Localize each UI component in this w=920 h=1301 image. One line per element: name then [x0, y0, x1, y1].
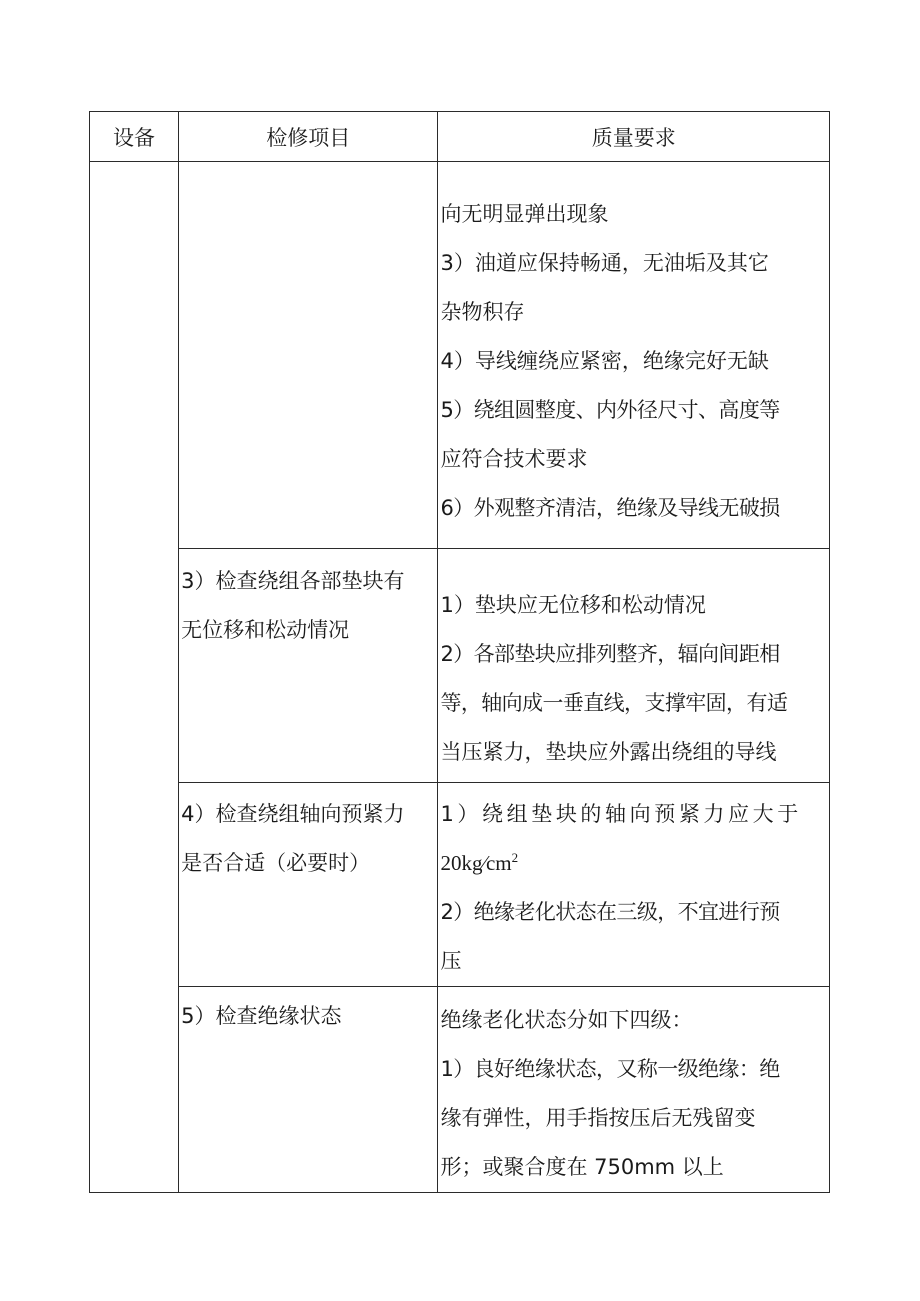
equipment-cell	[90, 162, 179, 1193]
table-row	[90, 162, 830, 549]
table-row	[90, 987, 830, 1193]
requirement-line: 4）导线缠绕应紧密，绝缘完好无缺	[440, 349, 769, 373]
requirement-cell	[438, 162, 830, 549]
requirement-line: 等，轴向成一垂直线，支撑牢固，有适	[440, 691, 788, 715]
requirement-line: 2）各部垫块应排列整齐，辐向间距相	[440, 642, 780, 666]
item-cell	[179, 162, 438, 549]
maintenance-table	[89, 111, 830, 1193]
requirement-line: 缘有弹性，用手指按压后无残留变	[440, 1106, 756, 1130]
requirement-line: 杂物积存	[440, 300, 525, 324]
requirement-line: 5）绕组圆整度、内外径尺寸、高度等	[440, 398, 780, 422]
header-equipment: 设备	[90, 112, 179, 162]
unit-value: 20kg⁄cm	[440, 851, 512, 875]
requirement-line: 形；或聚合度在 750mm 以上	[440, 1155, 724, 1179]
table-row	[90, 783, 830, 987]
requirement-line: 压	[440, 949, 462, 973]
item-line: 4）检查绕组轴向预紧力	[181, 802, 405, 826]
requirement-line: 向无明显弹出现象	[440, 202, 609, 226]
table-row	[90, 549, 830, 783]
requirement-cell	[438, 549, 830, 783]
table-header-row	[90, 112, 830, 162]
requirement-line: 绝缘老化状态分如下四级：	[440, 1008, 693, 1032]
item-line: 3）检查绕组各部垫块有	[181, 569, 405, 593]
requirement-line: 当压紧力，垫块应外露出绕组的导线	[440, 740, 777, 764]
requirement-line: 6）外观整齐清洁，绝缘及导线无破损	[440, 496, 780, 520]
header-maintenance-item: 检修项目	[179, 112, 438, 162]
requirement-line: 1）绕组垫块的轴向预紧力应大于	[440, 802, 802, 826]
header-quality-requirement: 质量要求	[438, 112, 830, 162]
item-cell	[179, 549, 438, 783]
item-line: 5）检查绝缘状态	[181, 1004, 342, 1028]
unit-superscript: 2	[511, 850, 519, 865]
item-cell	[179, 987, 438, 1193]
requirement-line: 1）垫块应无位移和松动情况	[440, 593, 706, 617]
requirement-cell	[438, 987, 830, 1193]
requirement-line: 3）油道应保持畅通，无油垢及其它	[440, 251, 769, 275]
requirement-line: 2）绝缘老化状态在三级，不宜进行预	[440, 900, 780, 924]
item-line: 是否合适（必要时）	[181, 851, 371, 875]
item-line: 无位移和松动情况	[181, 618, 350, 642]
requirement-line: 1）良好绝缘状态，又称一级绝缘：绝	[440, 1057, 780, 1081]
requirement-line: 应符合技术要求	[440, 447, 588, 471]
item-cell	[179, 783, 438, 987]
requirement-cell	[438, 783, 830, 987]
requirement-line-unit	[440, 839, 829, 888]
